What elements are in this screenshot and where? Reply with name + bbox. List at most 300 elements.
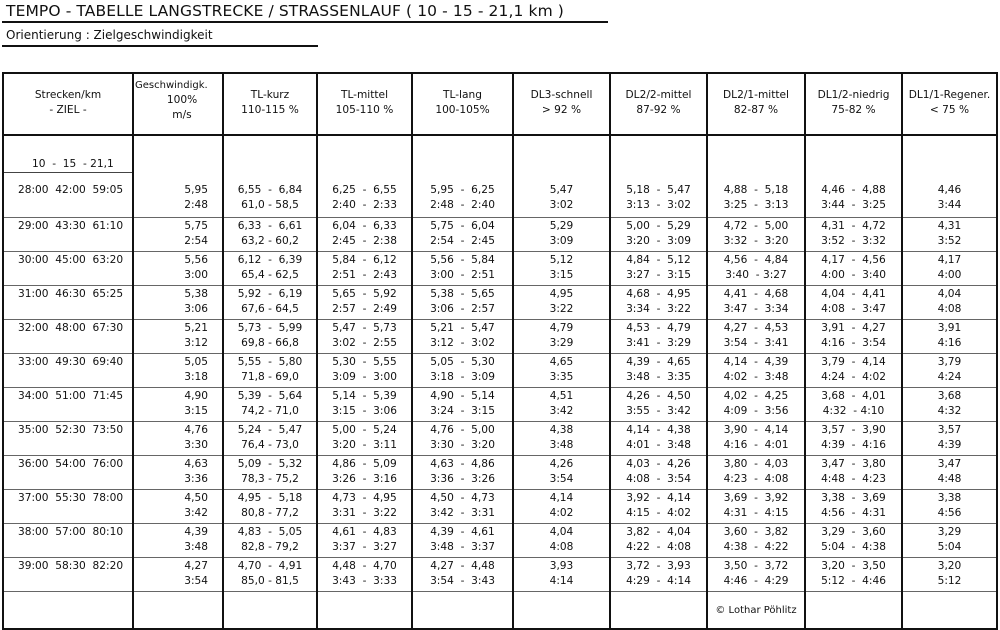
speed-value: 3,91 xyxy=(937,322,962,334)
table-cell xyxy=(610,252,707,286)
table-cell xyxy=(805,524,902,558)
speed-value: 4,79 xyxy=(549,322,574,334)
table-cell xyxy=(805,490,902,524)
table-cell xyxy=(707,456,805,490)
speed-value: 4,76 xyxy=(184,424,208,436)
pace-value: 3:18 xyxy=(184,371,208,383)
speed-value: 4,39 xyxy=(184,526,208,538)
table-cell xyxy=(707,558,805,592)
pace-value: 3:55 - 3:42 xyxy=(626,405,691,417)
table-cell xyxy=(513,524,610,558)
pace-value: 74,2 - 71,0 xyxy=(241,405,299,417)
pace-value: 3:48 xyxy=(184,541,208,553)
pace-value: 4:14 xyxy=(549,575,574,587)
table-cell xyxy=(133,173,223,218)
speed-value: 3,80 - 4,03 xyxy=(723,458,789,470)
pace-value: 3:48 - 3:35 xyxy=(626,371,691,383)
ziel-times: 35:00 52:30 73:50 xyxy=(3,422,133,456)
empty-cell xyxy=(902,135,997,173)
table-cell xyxy=(317,558,412,592)
table-row xyxy=(3,388,997,422)
table-cell xyxy=(610,422,707,456)
speed-value: 3,82 - 4,04 xyxy=(626,526,691,538)
speed-value: 4,48 - 4,70 xyxy=(332,560,397,572)
pace-value: 2:57 - 2:49 xyxy=(332,303,397,315)
pace-value: 3:32 - 3:20 xyxy=(723,235,789,247)
speed-value: 4,26 - 4,50 xyxy=(626,390,691,402)
table-cell xyxy=(707,173,805,218)
table-cell xyxy=(610,558,707,592)
speed-value: 3,50 - 3,72 xyxy=(723,560,789,572)
pace-value: 2:54 - 2:45 xyxy=(430,235,495,247)
table-cell xyxy=(317,490,412,524)
pace-value: 4:02 xyxy=(549,507,574,519)
table-cell xyxy=(412,456,513,490)
pace-value: 4:56 xyxy=(937,507,962,519)
table-cell xyxy=(412,490,513,524)
speed-value: 4,46 xyxy=(937,183,962,196)
pace-value: 3:42 xyxy=(549,405,574,417)
speed-value: 5,12 xyxy=(549,254,574,266)
empty-cell xyxy=(902,592,997,630)
ziel-times: 37:00 55:30 78:00 xyxy=(3,490,133,524)
pace-value: 4:46 - 4:29 xyxy=(723,575,789,587)
speed-value: 4,02 - 4,25 xyxy=(723,390,789,402)
speed-value: 3,29 xyxy=(937,526,962,538)
pace-value: 61,0 - 58,5 xyxy=(241,198,299,211)
pace-value: 5:12 - 4:46 xyxy=(821,575,886,587)
table-cell xyxy=(610,173,707,218)
speed-value: 4,39 - 4,61 xyxy=(430,526,495,538)
table-cell xyxy=(317,388,412,422)
empty-cell xyxy=(412,135,513,173)
speed-value: 5,05 - 5,30 xyxy=(430,356,495,368)
table-cell xyxy=(317,173,412,218)
speed-value: 4,83 - 5,05 xyxy=(237,526,303,538)
speed-value: 4,90 - 5,14 xyxy=(430,390,495,402)
header-dl3-schnell: DL3-schnell > 92 % xyxy=(513,73,610,135)
pace-value: 5:04 - 4:38 xyxy=(821,541,886,553)
title-underline xyxy=(2,21,608,23)
speed-value: 4,39 - 4,65 xyxy=(626,356,691,368)
pace-value: 3:44 xyxy=(937,198,962,211)
pace-value: 3:40 - 3:27 xyxy=(725,269,787,281)
table-row xyxy=(3,252,997,286)
pace-value: 3:52 xyxy=(937,235,962,247)
table-cell xyxy=(805,218,902,252)
pace-value: 3:34 - 3:22 xyxy=(626,303,691,315)
pace-value: 3:54 xyxy=(184,575,208,587)
pace-value: 3:18 - 3:09 xyxy=(430,371,495,383)
speed-value: 5,30 - 5,55 xyxy=(332,356,397,368)
speed-value: 3,92 - 4,14 xyxy=(626,492,691,504)
pace-value: 3:36 - 3:26 xyxy=(430,473,495,485)
pace-value: 4:39 xyxy=(937,439,962,451)
page-title: TEMPO - TABELLE LANGSTRECKE / STRASSENLAUF ( 10 - 15 - 21,1 km ) xyxy=(6,2,564,20)
speed-value: 4,04 xyxy=(937,288,962,300)
table-cell xyxy=(412,422,513,456)
table-cell xyxy=(223,320,317,354)
pace-value: 3:27 - 3:15 xyxy=(626,269,691,281)
table-row xyxy=(3,173,997,218)
table-row xyxy=(3,524,997,558)
table-cell xyxy=(223,558,317,592)
speed-value: 5,95 xyxy=(184,183,208,196)
table-cell xyxy=(902,218,997,252)
speed-value: 5,56 xyxy=(184,254,208,266)
pace-value: 4:32 xyxy=(937,405,962,417)
pace-value: 3:41 - 3:29 xyxy=(626,337,691,349)
pace-value: 80,8 - 77,2 xyxy=(241,507,299,519)
pace-value: 82,8 - 79,2 xyxy=(241,541,299,553)
pace-value: 3:25 - 3:13 xyxy=(723,198,789,211)
table-cell xyxy=(317,456,412,490)
table-cell xyxy=(223,490,317,524)
header-geschwindigkeit: Geschwindigk. 100% m/s xyxy=(133,73,223,135)
table-cell xyxy=(805,456,902,490)
ziel-times: 32:00 48:00 67:30 xyxy=(3,320,133,354)
empty-cell xyxy=(317,592,412,630)
header-tl-mittel: TL-mittel 105-110 % xyxy=(317,73,412,135)
speed-value: 3,60 - 3,82 xyxy=(723,526,789,538)
header-dl2-1-mittel: DL2/1-mittel 82-87 % xyxy=(707,73,805,135)
table-cell xyxy=(133,456,223,490)
table-cell xyxy=(317,286,412,320)
pace-value: 3:29 xyxy=(549,337,574,349)
pace-value: 3:06 - 2:57 xyxy=(430,303,495,315)
speed-value: 6,12 - 6,39 xyxy=(237,254,303,266)
speed-value: 3,47 xyxy=(937,458,962,470)
pace-value: 67,6 - 64,5 xyxy=(241,303,299,315)
table-row xyxy=(3,490,997,524)
speed-value: 5,38 - 5,65 xyxy=(430,288,495,300)
table-cell xyxy=(513,422,610,456)
pace-value: 3:36 xyxy=(184,473,208,485)
ziel-times: 34:00 51:00 71:45 xyxy=(3,388,133,422)
empty-cell xyxy=(3,592,133,630)
table-cell xyxy=(902,558,997,592)
speed-value: 3,93 xyxy=(549,560,574,572)
pace-value: 4:08 xyxy=(937,303,962,315)
pace-value: 4:29 - 4:14 xyxy=(626,575,691,587)
table-cell xyxy=(133,524,223,558)
header-row xyxy=(3,73,997,135)
table-cell xyxy=(902,354,997,388)
speed-value: 5,75 - 6,04 xyxy=(430,220,495,232)
table-cell xyxy=(902,422,997,456)
empty-cell xyxy=(513,592,610,630)
ziel-times: 39:00 58:30 82:20 xyxy=(3,558,133,592)
table-cell xyxy=(610,218,707,252)
empty-cell xyxy=(610,592,707,630)
pace-value: 4:24 - 4:02 xyxy=(821,371,886,383)
speed-value: 3,38 - 3,69 xyxy=(821,492,886,504)
speed-value: 4,56 - 4,84 xyxy=(723,254,789,266)
pace-value: 4:08 xyxy=(549,541,574,553)
table-cell xyxy=(317,252,412,286)
pace-value: 3:12 xyxy=(184,337,208,349)
table-cell xyxy=(513,218,610,252)
pace-value: 3:20 - 3:11 xyxy=(332,439,397,451)
page-subtitle: Orientierung : Zielgeschwindigkeit xyxy=(6,28,213,42)
header-strecken: Strecken/km - ZIEL - xyxy=(3,73,133,135)
table-cell xyxy=(513,388,610,422)
speed-value: 4,72 - 5,00 xyxy=(723,220,789,232)
speed-value: 5,14 - 5,39 xyxy=(332,390,397,402)
table-cell xyxy=(513,320,610,354)
speed-value: 4,73 - 4,95 xyxy=(332,492,397,504)
table-cell xyxy=(902,490,997,524)
table-cell xyxy=(513,173,610,218)
speed-value: 4,14 - 4,38 xyxy=(626,424,691,436)
speed-value: 3,57 - 3,90 xyxy=(821,424,886,436)
table-row xyxy=(3,456,997,490)
speed-value: 3,90 - 4,14 xyxy=(723,424,789,436)
ziel-times: 28:00 42:00 59:05 xyxy=(3,173,133,218)
pace-value: 3:26 - 3:16 xyxy=(332,473,397,485)
empty-cell xyxy=(133,592,223,630)
ziel-times: 36:00 54:00 76:00 xyxy=(3,456,133,490)
table-cell xyxy=(805,173,902,218)
pace-value: 4:56 - 4:31 xyxy=(821,507,886,519)
pace-value: 4:23 - 4:08 xyxy=(723,473,789,485)
table-cell xyxy=(513,286,610,320)
table-row xyxy=(3,354,997,388)
pace-value: 3:30 - 3:20 xyxy=(430,439,495,451)
table-cell xyxy=(133,354,223,388)
speed-value: 5,47 xyxy=(549,183,574,196)
speed-value: 4,26 xyxy=(549,458,574,470)
table-cell xyxy=(133,490,223,524)
pace-value: 3:48 - 3:37 xyxy=(430,541,495,553)
table-cell xyxy=(412,286,513,320)
speed-value: 4,88 - 5,18 xyxy=(723,183,789,196)
header-dl1-1-regener: DL1/1-Regener. < 75 % xyxy=(902,73,997,135)
speed-value: 4,53 - 4,79 xyxy=(626,322,691,334)
speed-value: 6,33 - 6,61 xyxy=(237,220,303,232)
speed-value: 4,50 - 4,73 xyxy=(430,492,495,504)
table-cell xyxy=(412,218,513,252)
pace-value: 3:00 - 2:51 xyxy=(430,269,495,281)
empty-cell xyxy=(133,135,223,173)
table-cell xyxy=(133,218,223,252)
speed-value: 5,18 - 5,47 xyxy=(626,183,691,196)
table-cell xyxy=(610,456,707,490)
pace-value: 85,0 - 81,5 xyxy=(241,575,299,587)
table-cell xyxy=(707,490,805,524)
pace-value: 3:00 xyxy=(184,269,208,281)
speed-value: 4,17 - 4,56 xyxy=(821,254,886,266)
speed-value: 5,47 - 5,73 xyxy=(332,322,397,334)
speed-value: 3,79 xyxy=(937,356,962,368)
table-cell xyxy=(412,173,513,218)
pace-value: 3:54 xyxy=(549,473,574,485)
speed-value: 4,76 - 5,00 xyxy=(430,424,495,436)
table-cell xyxy=(513,558,610,592)
speed-value: 4,61 - 4,83 xyxy=(332,526,397,538)
table-cell xyxy=(805,558,902,592)
table-row xyxy=(3,286,997,320)
pace-value: 4:16 - 4:01 xyxy=(723,439,789,451)
table-cell xyxy=(610,354,707,388)
ziel-times: 33:00 49:30 69:40 xyxy=(3,354,133,388)
table-cell xyxy=(223,388,317,422)
table-cell xyxy=(223,218,317,252)
speed-value: 3,47 - 3,80 xyxy=(821,458,886,470)
speed-value: 4,95 xyxy=(549,288,574,300)
empty-cell xyxy=(707,135,805,173)
pace-value: 4:09 - 3:56 xyxy=(723,405,789,417)
table-cell xyxy=(133,320,223,354)
speed-value: 5,39 - 5,64 xyxy=(237,390,303,402)
pace-value: 4:38 - 4:22 xyxy=(723,541,789,553)
pace-value: 2:51 - 2:43 xyxy=(332,269,397,281)
empty-cell xyxy=(805,135,902,173)
table-row xyxy=(3,422,997,456)
speed-value: 5,24 - 5,47 xyxy=(237,424,303,436)
header-dl2-2-mittel: DL2/2-mittel 87-92 % xyxy=(610,73,707,135)
speed-value: 3,79 - 4,14 xyxy=(821,356,886,368)
header-tl-lang: TL-lang 100-105% xyxy=(412,73,513,135)
table-cell xyxy=(412,320,513,354)
pace-value: 3:48 xyxy=(549,439,574,451)
pace-value: 3:06 xyxy=(184,303,208,315)
pace-value: 4:16 - 3:54 xyxy=(821,337,886,349)
speed-value: 5,05 xyxy=(184,356,208,368)
speed-value: 5,00 - 5,24 xyxy=(332,424,397,436)
speed-value: 5,65 - 5,92 xyxy=(332,288,397,300)
speed-value: 5,55 - 5,80 xyxy=(237,356,303,368)
footer-row xyxy=(3,592,997,630)
speed-value: 4,41 - 4,68 xyxy=(723,288,789,300)
speed-value: 4,38 xyxy=(549,424,574,436)
table-cell xyxy=(317,218,412,252)
pace-value: 65,4 - 62,5 xyxy=(241,269,299,281)
speed-value: 4,31 - 4,72 xyxy=(821,220,886,232)
pace-value: 3:09 xyxy=(549,235,574,247)
table-cell xyxy=(223,456,317,490)
table-cell xyxy=(513,354,610,388)
speed-value: 4,46 - 4,88 xyxy=(821,183,886,196)
pace-value: 4:00 xyxy=(937,269,962,281)
pace-value: 4:15 - 4:02 xyxy=(626,507,691,519)
pace-value: 63,2 - 60,2 xyxy=(241,235,299,247)
speed-value: 5,09 - 5,32 xyxy=(237,458,303,470)
table-cell xyxy=(902,252,997,286)
pace-value: 71,8 - 69,0 xyxy=(241,371,299,383)
pace-value: 4:08 - 3:54 xyxy=(626,473,691,485)
pace-value: 3:13 - 3:02 xyxy=(626,198,691,211)
speed-value: 3,20 - 3,50 xyxy=(821,560,886,572)
pace-value: 2:48 xyxy=(184,198,208,211)
table-cell xyxy=(902,286,997,320)
pace-value: 4:01 - 3:48 xyxy=(626,439,691,451)
empty-cell xyxy=(707,592,805,630)
speed-value: 5,73 - 5,99 xyxy=(237,322,303,334)
speed-value: 4,63 - 4,86 xyxy=(430,458,495,470)
distances-label: 10 - 15 - 21,1 xyxy=(3,135,133,173)
speed-value: 4,95 - 5,18 xyxy=(237,492,303,504)
table-cell xyxy=(707,286,805,320)
speed-value: 5,21 - 5,47 xyxy=(430,322,495,334)
ziel-times: 30:00 45:00 63:20 xyxy=(3,252,133,286)
pace-value: 3:02 xyxy=(549,198,574,211)
table-cell xyxy=(805,388,902,422)
table-cell xyxy=(133,388,223,422)
header-tl-kurz: TL-kurz 110-115 % xyxy=(223,73,317,135)
speed-value: 4,17 xyxy=(937,254,962,266)
distances-row xyxy=(3,135,997,173)
speed-value: 4,04 - 4,41 xyxy=(821,288,886,300)
table-cell xyxy=(133,422,223,456)
pace-value: 78,3 - 75,2 xyxy=(241,473,299,485)
table-cell xyxy=(707,218,805,252)
empty-cell xyxy=(805,592,902,630)
ziel-times: 38:00 57:00 80:10 xyxy=(3,524,133,558)
pace-value: 3:42 - 3:31 xyxy=(430,507,495,519)
table-cell xyxy=(317,422,412,456)
table-cell xyxy=(513,252,610,286)
pace-value: 3:22 xyxy=(549,303,574,315)
speed-value: 4,14 - 4,39 xyxy=(723,356,789,368)
pace-value: 3:42 xyxy=(184,507,208,519)
pace-value: 4:02 - 3:48 xyxy=(723,371,789,383)
speed-value: 5,92 - 6,19 xyxy=(237,288,303,300)
pace-value: 2:54 xyxy=(184,235,208,247)
empty-cell xyxy=(223,592,317,630)
table-cell xyxy=(902,524,997,558)
speed-value: 4,27 xyxy=(184,560,208,572)
pace-value: 3:20 - 3:09 xyxy=(626,235,691,247)
table-cell xyxy=(513,490,610,524)
pace-value: 3:43 - 3:33 xyxy=(332,575,397,587)
table-cell xyxy=(707,354,805,388)
speed-value: 4,86 - 5,09 xyxy=(332,458,397,470)
pace-value: 3:15 xyxy=(549,269,574,281)
pace-value: 5:12 xyxy=(937,575,962,587)
speed-value: 3,68 xyxy=(937,390,962,402)
pace-value: 2:40 - 2:33 xyxy=(332,198,397,211)
table-cell xyxy=(610,524,707,558)
speed-value: 5,38 xyxy=(184,288,208,300)
empty-cell xyxy=(610,135,707,173)
pace-value: 3:09 - 3:00 xyxy=(332,371,397,383)
pace-value: 4:39 - 4:16 xyxy=(821,439,886,451)
speed-value: 4,84 - 5,12 xyxy=(626,254,691,266)
table-cell xyxy=(133,286,223,320)
pace-value: 76,4 - 73,0 xyxy=(241,439,299,451)
table-cell xyxy=(707,252,805,286)
pace-value: 3:31 - 3:22 xyxy=(332,507,397,519)
table-cell xyxy=(805,354,902,388)
table-cell xyxy=(707,524,805,558)
table-cell xyxy=(902,388,997,422)
table-cell xyxy=(317,524,412,558)
pace-value: 4:00 - 3:40 xyxy=(821,269,886,281)
table-cell xyxy=(610,388,707,422)
table-cell xyxy=(412,252,513,286)
table-cell xyxy=(412,388,513,422)
table-cell xyxy=(805,320,902,354)
speed-value: 6,04 - 6,33 xyxy=(332,220,397,232)
pace-value: 4:16 xyxy=(937,337,962,349)
speed-value: 3,38 xyxy=(937,492,962,504)
pace-value: 4:48 xyxy=(937,473,962,485)
table-cell xyxy=(223,252,317,286)
pace-value: 4:08 - 3:47 xyxy=(821,303,886,315)
speed-value: 4,03 - 4,26 xyxy=(626,458,691,470)
speed-value: 3,68 - 4,01 xyxy=(821,390,886,402)
